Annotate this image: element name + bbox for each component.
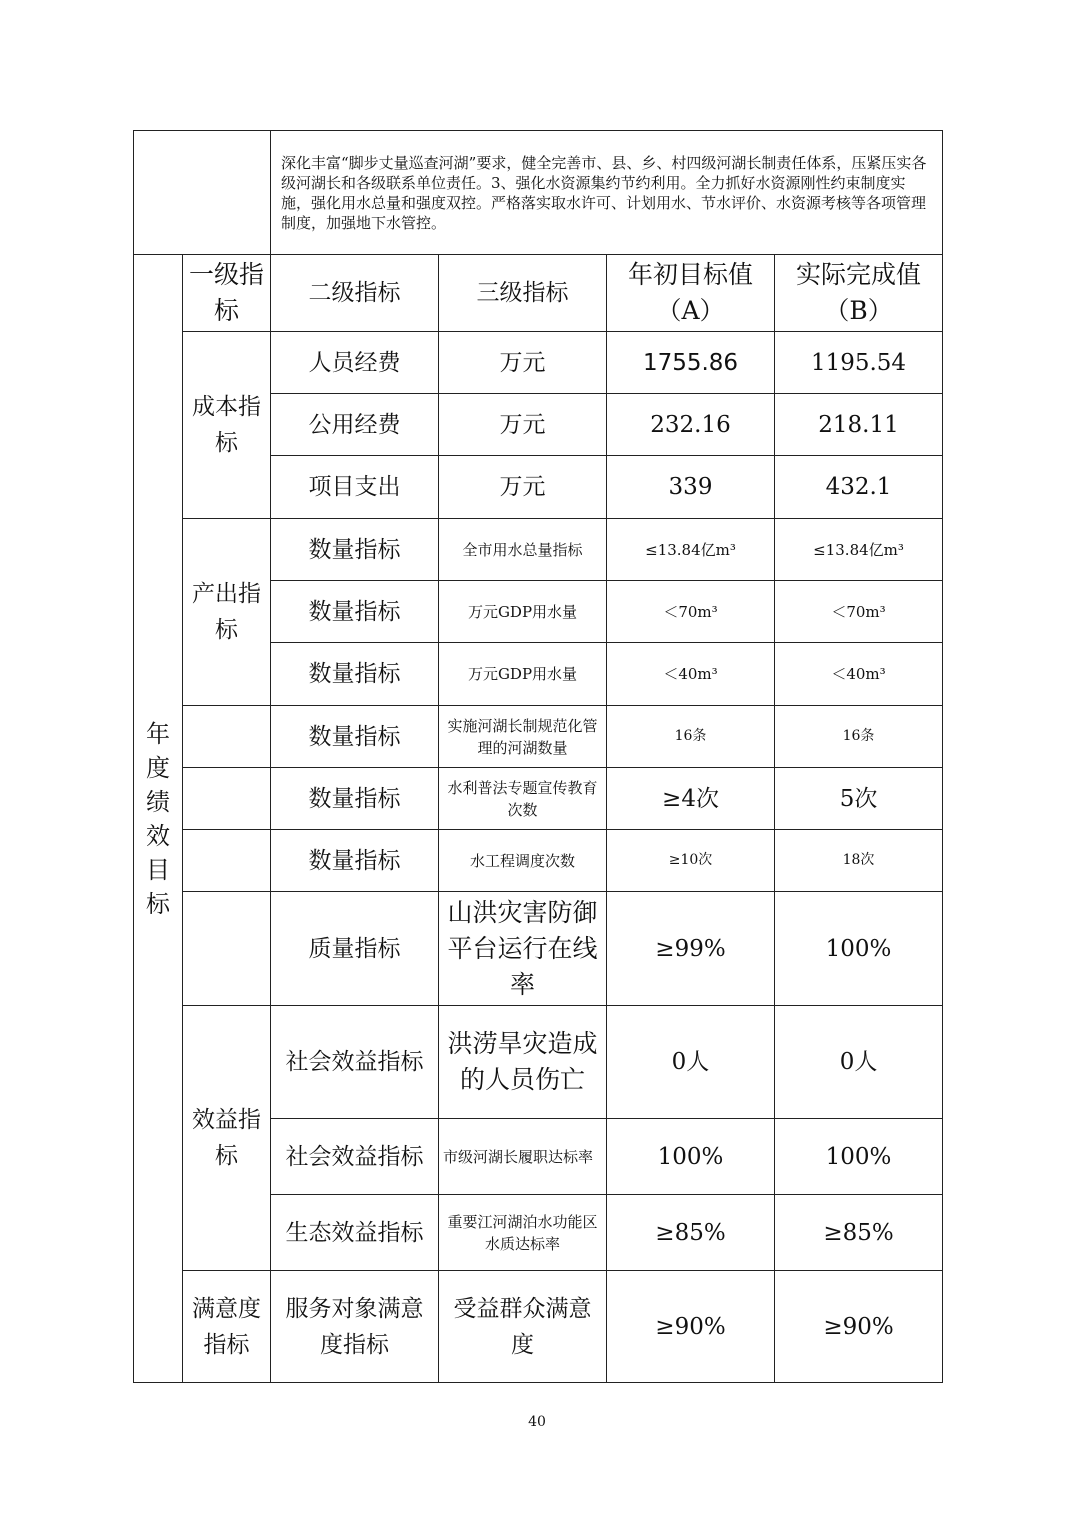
row-level3: 市级河湖长履职达标率 [439,1119,607,1195]
section-char: 目 [146,855,170,884]
row-target: 100% [607,1119,775,1195]
row-target: 339 [607,456,775,519]
row-level3: 万元 [439,456,607,519]
section-label [134,255,183,1383]
row-level2: 数量指标 [271,519,439,581]
section-char: 标 [146,889,170,918]
row-level2: 生态效益指标 [271,1195,439,1271]
header-actual: 实际完成值（B） [775,255,943,332]
section-char: 绩 [146,787,170,816]
empty-level1-cell [183,768,271,830]
page-number: 40 [528,1414,546,1430]
row-level3: 全市用水总量指标 [439,519,607,581]
group-output: 产出指标 [183,519,271,706]
row-actual: 432.1 [775,456,943,519]
row-actual: ≥90% [775,1271,943,1383]
row-target: 16条 [607,706,775,768]
intro-text: 深化丰富“脚步丈量巡查河湖”要求，健全完善市、县、乡、村四级河湖长制责任体系，压紧压实各级河湖长和各级联系单位责任。3、强化水资源集约节约利用。全力抓好水资源刚性约束制度实施，强化用水总量和强度双控。严格落实取水许可、计划用水、节水评价、水资源考核等各项管理制度，加强地下水管控。 [271,131,943,255]
row-actual: 18次 [775,830,943,892]
row-level3: 受益群众满意度 [439,1271,607,1383]
row-level2: 数量指标 [271,830,439,892]
row-actual: 100% [775,1119,943,1195]
row-target: ≥99% [607,892,775,1006]
performance-table [133,130,943,1383]
row-target: ≥10次 [607,830,775,892]
row-actual: 1195.54 [775,332,943,394]
header-level1: 一级指标 [183,255,271,332]
row-actual: ＜40m³ [775,643,943,706]
section-char: 年 [146,719,170,748]
row-level2: 服务对象满意度指标 [271,1271,439,1383]
group-benefit: 效益指标 [183,1006,271,1271]
intro-blank-cell [134,131,271,255]
row-target: 232.16 [607,394,775,456]
row-target: ≥4次 [607,768,775,830]
header-level3: 三级指标 [439,255,607,332]
row-level3: 万元 [439,394,607,456]
empty-level1-cell [183,892,271,1006]
row-target: ＜40m³ [607,643,775,706]
row-level2: 数量指标 [271,581,439,643]
empty-level1-cell [183,830,271,892]
row-level2: 数量指标 [271,643,439,706]
row-target: 1755.86 [607,332,775,394]
group-satisfaction: 满意度指标 [183,1271,271,1383]
row-level3: 水利普法专题宣传教育次数 [439,768,607,830]
row-target: 0人 [607,1006,775,1119]
row-level3: 实施河湖长制规范化管理的河湖数量 [439,706,607,768]
row-level2: 数量指标 [271,706,439,768]
row-level3: 万元GDP用水量 [439,643,607,706]
row-actual: 5次 [775,768,943,830]
group-cost: 成本指标 [183,332,271,519]
row-target: ≥85% [607,1195,775,1271]
row-level2: 质量指标 [271,892,439,1006]
row-level3: 山洪灾害防御平台运行在线率 [439,892,607,1006]
row-actual: 16条 [775,706,943,768]
row-level3: 万元GDP用水量 [439,581,607,643]
row-level2: 公用经费 [271,394,439,456]
row-level3: 水工程调度次数 [439,830,607,892]
row-level2: 社会效益指标 [271,1006,439,1119]
row-level3: 万元 [439,332,607,394]
section-char: 度 [146,753,170,782]
row-target: ≥90% [607,1271,775,1383]
row-level2: 人员经费 [271,332,439,394]
header-level2: 二级指标 [271,255,439,332]
row-level2: 项目支出 [271,456,439,519]
section-char: 效 [146,821,170,850]
row-target: ≤13.84亿m³ [607,519,775,581]
row-target: ＜70m³ [607,581,775,643]
row-level2: 数量指标 [271,768,439,830]
row-level3: 重要江河湖泊水功能区水质达标率 [439,1195,607,1271]
row-actual: 100% [775,892,943,1006]
row-actual: ＜70m³ [775,581,943,643]
row-actual: ≤13.84亿m³ [775,519,943,581]
header-target: 年初目标值（A） [607,255,775,332]
row-actual: 0人 [775,1006,943,1119]
row-actual: ≥85% [775,1195,943,1271]
row-level2: 社会效益指标 [271,1119,439,1195]
row-actual: 218.11 [775,394,943,456]
empty-level1-cell [183,706,271,768]
row-level3: 洪涝旱灾造成的人员伤亡 [439,1006,607,1119]
